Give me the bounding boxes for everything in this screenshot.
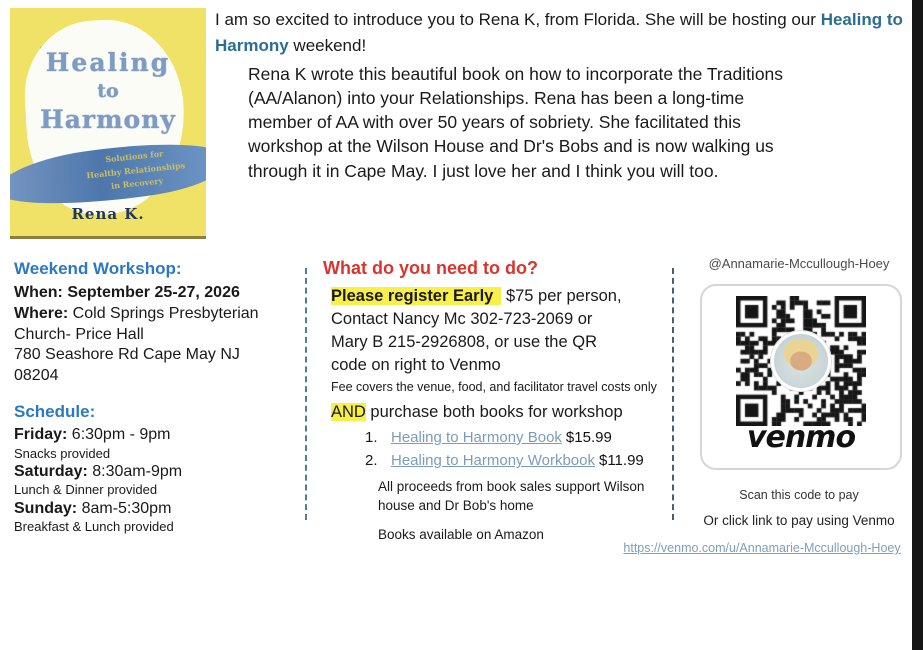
venmo-username: @Annamarie-Mccullough-Hoey	[708, 256, 890, 271]
healing-to-harmony-workbook-link[interactable]: Healing to Harmony Workbook	[391, 452, 595, 470]
book-author: Rena K.	[71, 205, 145, 223]
schedule-day: Sunday:	[14, 499, 78, 517]
schedule-time: 6:30pm - 9pm	[67, 426, 171, 444]
book-number: 2.	[365, 452, 378, 470]
book-subtitle-line1: Solutions for	[104, 148, 164, 165]
register-line3: Mary B 215-2926808, or use the QR	[331, 333, 597, 352]
schedule-item-saturday	[14, 462, 306, 481]
venmo-qr-card	[700, 284, 902, 470]
book-subtitle-line3: in Recovery	[110, 175, 164, 192]
or-click-text: Or click link to pay using Venmo	[703, 513, 895, 528]
book-list-item-1	[365, 426, 644, 449]
workshop-when: When: September 25-27, 2026	[14, 284, 240, 302]
book-title	[10, 48, 206, 134]
schedule-item-friday	[14, 425, 306, 444]
intro-text	[215, 7, 915, 60]
venmo-link-wrap	[612, 541, 912, 555]
schedule-time: 8:30am-9pm	[87, 463, 183, 481]
book-list-item-2	[365, 449, 644, 472]
book-subtitle-line2: Healthy Relationships	[85, 159, 186, 180]
book-subtitle	[64, 143, 206, 198]
book-number: 1.	[365, 429, 378, 446]
schedule-day: Saturday:	[14, 463, 88, 481]
schedule-note-friday: Snacks provided	[14, 445, 111, 461]
venmo-logo: venmo	[746, 420, 856, 455]
workshop-address-line2: 08204	[14, 367, 59, 385]
workshop-where	[14, 304, 306, 346]
register-line1	[331, 285, 671, 308]
intro-brand: Healing to Harmony	[215, 10, 903, 56]
workshop-where-label: Where:	[14, 304, 69, 322]
purchase-line	[331, 403, 623, 422]
book-cover-image	[10, 8, 206, 239]
book-title-line1: Healing	[45, 48, 171, 77]
register-line4: code on right to Venmo	[331, 356, 501, 375]
fee-note: Fee covers the venue, food, and facilitator travel costs only	[331, 380, 657, 395]
scan-code-text: Scan this code to pay	[739, 488, 859, 502]
workshop-info	[14, 258, 306, 387]
book-price: $11.99	[598, 452, 644, 470]
venmo-payment-link[interactable]: https://venmo.com/u/Annamarie-Mccullough-Hoey	[623, 541, 901, 555]
proceeds-note: All proceeds from book sales support Wilson house and Dr Bob's home	[378, 479, 645, 513]
book-list	[365, 426, 644, 473]
intro-after: weekend!	[288, 36, 367, 56]
intro-before: I am so excited to introduce you to Rena K, from Florida. She will be hosting our	[215, 10, 821, 29]
book-price: $15.99	[565, 429, 612, 446]
register-highlight: Please register Early	[331, 287, 501, 305]
book-title-line3: Harmony	[40, 105, 176, 134]
healing-to-harmony-book-link[interactable]: Healing to Harmony Book	[391, 429, 562, 446]
book-title-line2: to	[97, 80, 119, 102]
todo-heading: What do you need to do?	[323, 258, 538, 278]
schedule-info	[14, 402, 306, 536]
amazon-note: Books available on Amazon	[378, 527, 544, 542]
register-price: $75 per person,	[501, 287, 622, 305]
registration-info	[331, 285, 671, 397]
schedule-note-saturday: Lunch & Dinner provided	[14, 482, 158, 498]
about-paragraph: Rena K wrote this beautiful book on how to incorporate the Traditions (AA/Alanon) into your Relationships. Rena has been a long-time member of AA with over 50 years of sobriety. She facilitated this workshop at the Wilson House and Dr's Bobs and is now walking us through it in Cape May. I just love her and I think you will too.	[248, 64, 784, 181]
workshop-address-line1: 780 Seashore Rd Cape May NJ	[14, 346, 240, 364]
workshop-heading: Weekend Workshop:	[14, 259, 182, 278]
right-edge-black-strip	[912, 0, 923, 650]
schedule-time: 8am-5:30pm	[77, 499, 172, 517]
and-highlight: AND	[331, 403, 366, 421]
workshop-where-value: Cold Springs Presbyterian Church- Price Hall	[14, 304, 259, 343]
schedule-heading: Schedule:	[14, 402, 96, 421]
schedule-item-sunday	[14, 499, 306, 518]
and-rest: purchase both books for workshop	[365, 403, 623, 421]
register-line2: Contact Nancy Mc 302-723-2069 or	[331, 310, 593, 329]
dashed-divider-left	[305, 268, 307, 520]
schedule-note-sunday: Breakfast & Lunch provided	[14, 519, 174, 535]
avatar	[771, 331, 831, 391]
schedule-day: Friday:	[14, 426, 68, 444]
